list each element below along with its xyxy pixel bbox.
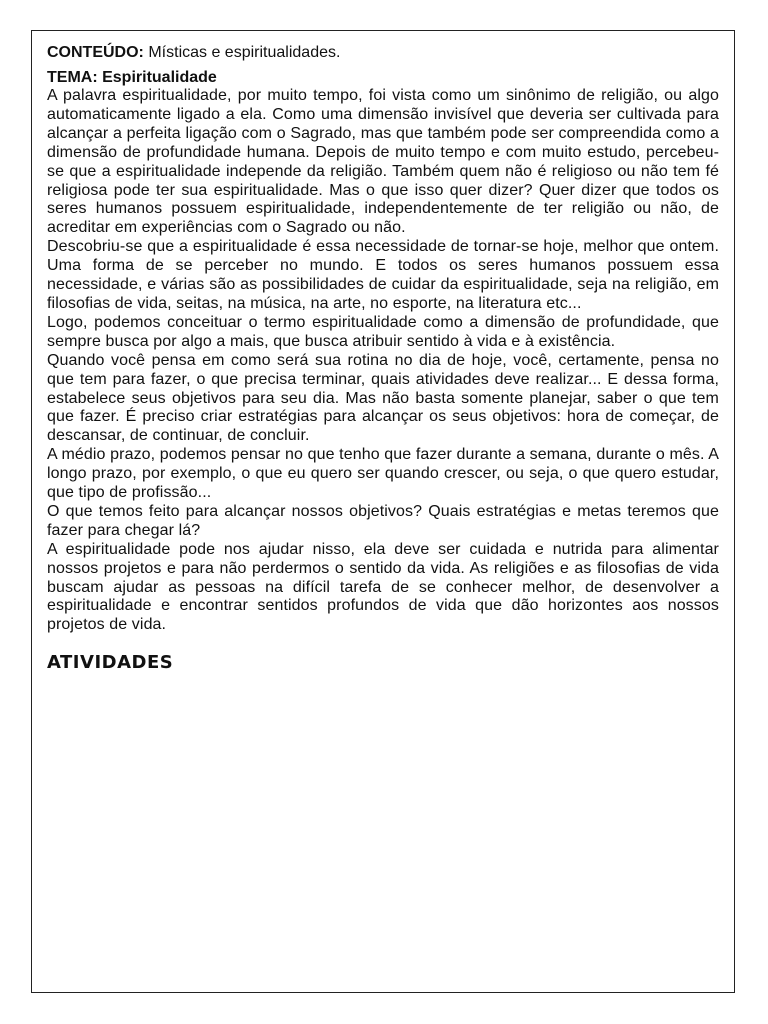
conteudo-line [47, 43, 719, 63]
paragraph: A espiritualidade pode nos ajudar nisso, ela deve ser cuidada e nutrida para alimentar nossos projetos e para não perdermos o sentido da vida. As religiões e as filosofias de vida buscam ajudar as pessoas na difícil tarefa de se conhecer melhor, de desenvolver a espiritualidade e encontrar sentidos profundos de vida que dão horizontes aos nossos projetos de vida. [47, 540, 719, 634]
document-frame [31, 30, 735, 993]
paragraph: A palavra espiritualidade, por muito tempo, foi vista como um sinônimo de religião, ou algo automaticamente ligado a ela. Como uma dimensão invisível que deveria ser cultivada para alcançar a perfeita ligação com o Sagrado, mas que também pode ser compreendida como a dimensão de profundidade humana. Depois de muito tempo e com muito estudo, percebeu-se que a espiritualidade independe da religião. Também quem não é religioso ou não tem fé religiosa pode ter sua espiritualidade. Mas o que isso quer dizer? Quer dizer que todos os seres humanos possuem espiritualidade, independentemente de ter religião ou não, de acreditar em experiências com o Sagrado ou não. [47, 87, 719, 237]
paragraph: O que temos feito para alcançar nossos objetivos? Quais estratégias e metas teremos que fazer para chegar lá? [47, 502, 719, 539]
paragraph: Logo, podemos conceituar o termo espiritualidade como a dimensão de profundidade, que sempre busca por algo a mais, que busca atribuir sentido à vida e à existência. [47, 313, 719, 350]
paragraph: A médio prazo, podemos pensar no que tenho que fazer durante a semana, durante o mês. A longo prazo, por exemplo, o que eu quero ser quando crescer, ou seja, o que quero estudar, que tipo de profissão... [47, 446, 719, 502]
tema-title: TEMA: Espiritualidade [47, 69, 217, 86]
paragraph: Descobriu-se que a espiritualidade é essa necessidade de tornar-se hoje, melhor que ontem. Uma forma de se perceber no mundo. E todos os seres humanos possuem essa necessidade, e várias são as possibilidades de cuidar da espiritualidade, seja na religião, em filosofias de vida, seitas, na música, na arte, no esporte, na literatura etc... [47, 238, 719, 312]
activities-heading: ATIVIDADES [47, 652, 174, 674]
body-text [47, 87, 719, 635]
paragraph: Quando você pensa em como será sua rotina no dia de hoje, você, certamente, pensa no que tem para fazer, o que precisa terminar, quais atividades deve realizar... E dessa forma, estabelece seus objetivos para seu dia. Mas não basta somente planejar, saber o que tem que fazer. É preciso criar estratégias para alcançar os seus objetivos: hora de começar, de descansar, de continuar, de concluir. [47, 351, 719, 445]
conteudo-label: CONTEÚDO: [47, 44, 144, 61]
conteudo-value: Místicas e espiritualidades. [148, 44, 341, 61]
